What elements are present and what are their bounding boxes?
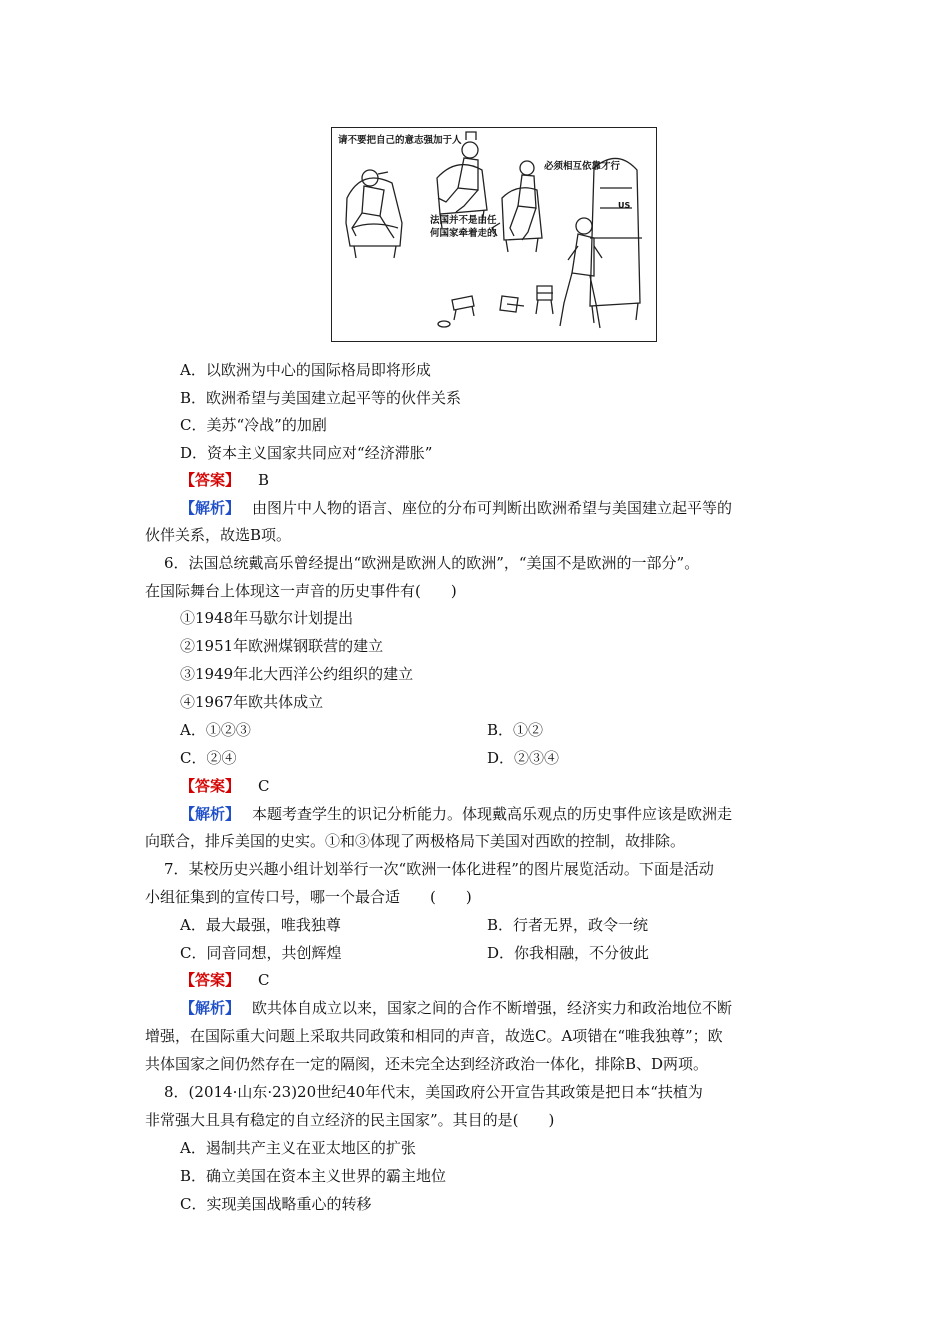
analysis-label: 【解析】 bbox=[180, 499, 241, 517]
q8-option-c: C．实现美国战略重心的转移 bbox=[180, 1195, 372, 1213]
q5-analysis-line-2: 伙伴关系，故选B项。 bbox=[145, 526, 292, 544]
analysis-label: 【解析】 bbox=[180, 805, 241, 823]
answer-label: 【答案】 bbox=[180, 971, 241, 989]
q6-option-b: B．①② bbox=[487, 721, 544, 739]
cartoon-caption-mid-1: 法国并不是由任 bbox=[430, 215, 497, 226]
q5-option-b: B．欧洲希望与美国建立起平等的伙伴关系 bbox=[180, 389, 462, 407]
cartoon-figure bbox=[331, 127, 657, 342]
q6-answer: C bbox=[258, 777, 270, 795]
q6-analysis-text-1: 本题考查学生的识记分析能力。体现戴高乐观点的历史事件应该是欧洲走 bbox=[252, 805, 733, 823]
q8-stem-2: 非常强大且具有稳定的自立经济的民主国家”。其目的是( ) bbox=[145, 1111, 555, 1129]
answer-label: 【答案】 bbox=[180, 777, 241, 795]
q6-analysis-line-1 bbox=[180, 804, 732, 824]
q6-item-1: ①1948年马歇尔计划提出 bbox=[180, 609, 354, 627]
q7-option-d: D．你我相融，不分彼此 bbox=[487, 944, 650, 962]
q6-stem-2: 在国际舞台上体现这一声音的历史事件有( ) bbox=[145, 582, 457, 600]
cartoon-caption-top: 请不要把自己的意志强加于人 bbox=[338, 135, 462, 146]
q6-option-c: C．②④ bbox=[180, 749, 237, 767]
q6-item-3: ③1949年北大西洋公约组织的建立 bbox=[180, 665, 414, 683]
q8-option-b: B．确立美国在资本主义世界的霸主地位 bbox=[180, 1167, 447, 1185]
q7-stem-2: 小组征集到的宣传口号，哪一个最合适 ( ) bbox=[145, 888, 472, 906]
q7-answer-line bbox=[180, 970, 270, 990]
q8-stem-1: 8．(2014·山东·23)20世纪40年代末，美国政府公开宣告其政策是把日本“扶植为 bbox=[164, 1083, 703, 1101]
q6-answer-line bbox=[180, 776, 270, 796]
cartoon-caption-mid-2: 何国家牵着走的 bbox=[430, 228, 497, 239]
q6-option-d: D．②③④ bbox=[487, 749, 560, 767]
q5-answer-line bbox=[180, 470, 269, 490]
answer-label: 【答案】 bbox=[180, 471, 241, 489]
q7-stem-1: 7．某校历史兴趣小组计划举行一次“欧洲一体化进程”的图片展览活动。下面是活动 bbox=[164, 860, 714, 878]
q5-answer: B bbox=[258, 471, 270, 489]
q7-analysis-text-1: 欧共体自成立以来，国家之间的合作不断增强，经济实力和政治地位不断 bbox=[252, 999, 733, 1017]
q5-analysis-text-1: 由图片中人物的语言、座位的分布可判断出欧洲希望与美国建立起平等的 bbox=[252, 499, 733, 517]
q8-option-a: A．遏制共产主义在亚太地区的扩张 bbox=[180, 1139, 416, 1157]
q5-option-a: A．以欧洲为中心的国际格局即将形成 bbox=[180, 361, 431, 379]
q7-option-c: C．同音同想，共创辉煌 bbox=[180, 944, 342, 962]
q7-option-a: A．最大最强，唯我独尊 bbox=[180, 916, 341, 934]
q6-item-4: ④1967年欧共体成立 bbox=[180, 693, 324, 711]
q6-analysis-line-2: 向联合，排斥美国的史实。①和③体现了两极格局下美国对西欧的控制，故排除。 bbox=[145, 832, 686, 850]
q7-analysis-line-2: 增强，在国际重大问题上采取共同政策和相同的声音，故选C。A项错在“唯我独尊”；欧 bbox=[145, 1027, 723, 1045]
q5-option-d: D．资本主义国家共同应对“经济滞胀” bbox=[180, 444, 433, 462]
q6-item-2: ②1951年欧洲煤钢联营的建立 bbox=[180, 637, 384, 655]
q6-option-a: A．①②③ bbox=[180, 721, 251, 739]
q5-analysis-line-1 bbox=[180, 498, 732, 518]
q7-analysis-line-1 bbox=[180, 998, 732, 1018]
analysis-label: 【解析】 bbox=[180, 999, 241, 1017]
q6-stem-1: 6．法国总统戴高乐曾经提出“欧洲是欧洲人的欧洲”，“美国不是欧洲的一部分”。 bbox=[164, 554, 700, 572]
cartoon-caption-right: 必须相互依靠才行 bbox=[544, 161, 621, 172]
q7-option-b: B．行者无界，政令一统 bbox=[487, 916, 649, 934]
q5-option-c: C．美苏“冷战”的加剧 bbox=[180, 416, 327, 434]
q7-answer: C bbox=[258, 971, 270, 989]
cartoon-us-label: US bbox=[618, 201, 631, 210]
q7-analysis-line-3: 共体国家之间仍然存在一定的隔阂，还未完全达到经济政治一体化，排除B、D两项。 bbox=[145, 1055, 709, 1073]
